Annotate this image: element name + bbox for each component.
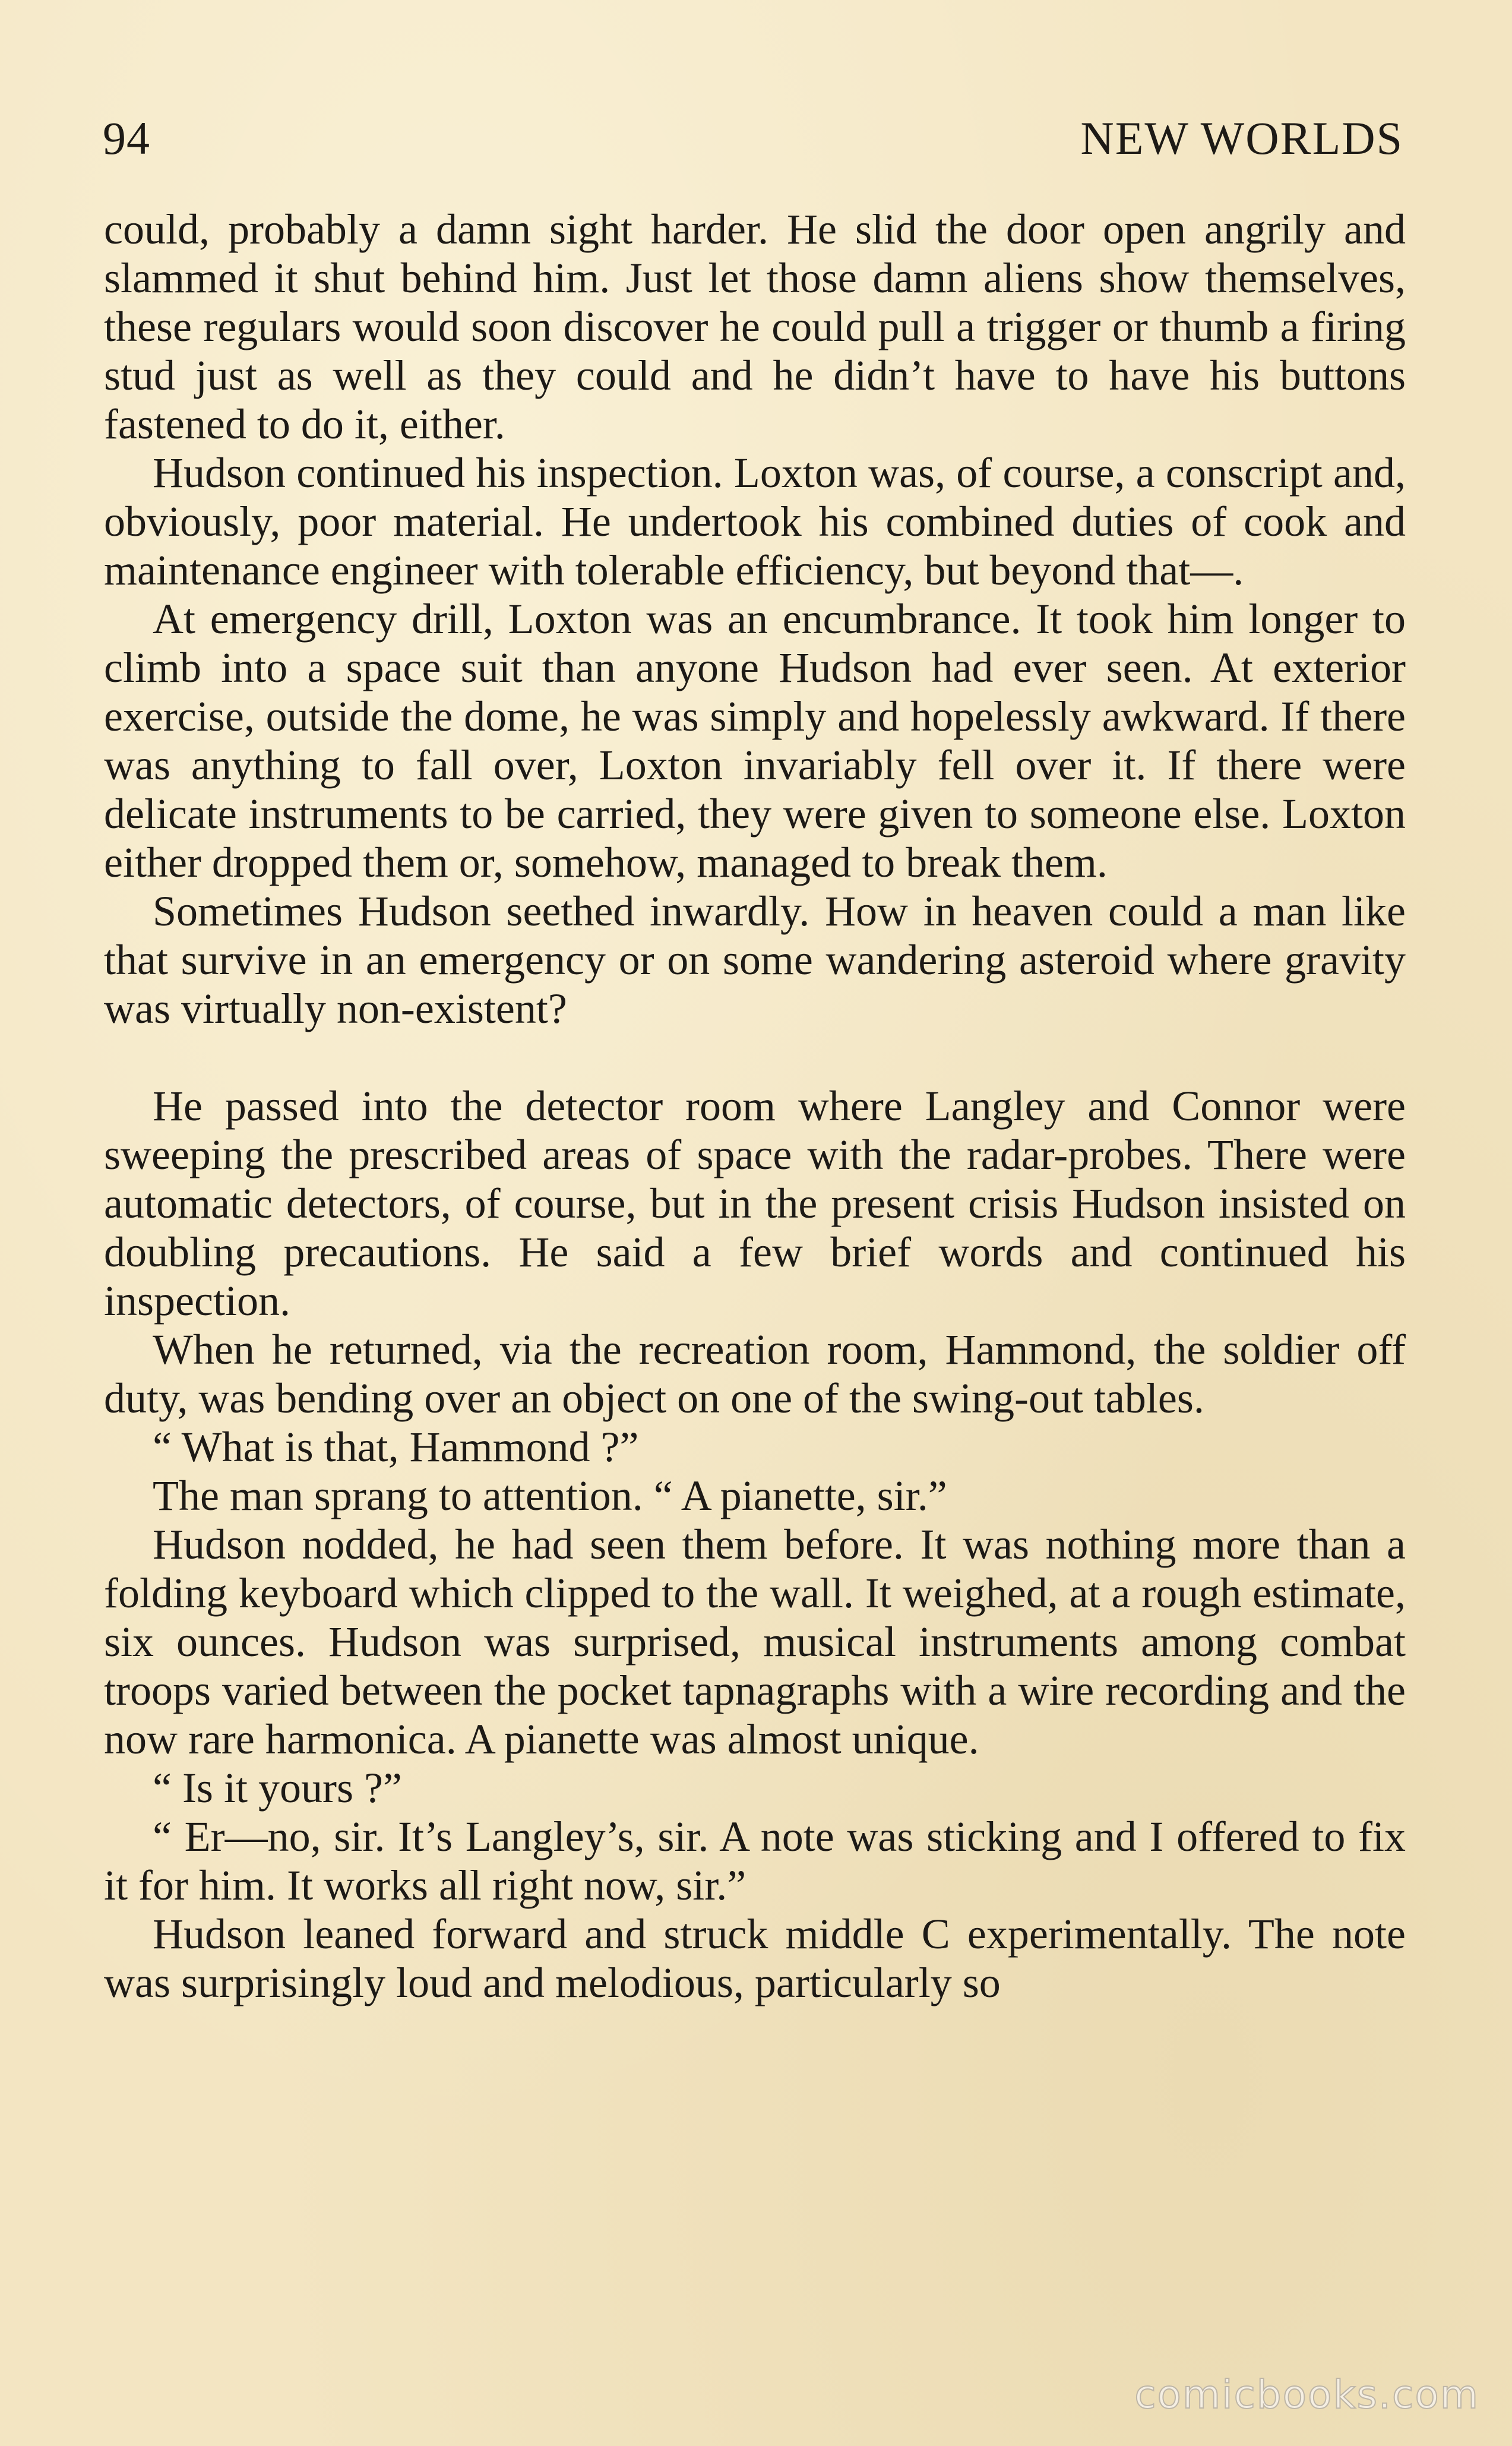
watermark: comicbooks.com bbox=[1134, 2372, 1479, 2417]
paragraph: Hudson continued his inspection. Loxton was, of course, a conscript and, obviously, poor material. He undertook his combined duties of cook and maintenance engineer with tolerable efficiency, but beyond that—. bbox=[104, 449, 1406, 594]
paragraph: Hudson nodded, he had seen them before. It was nothing more than a folding keyboard which clipped to the wall. It weighed, at a rough estimate, six ounces. Hudson was surprised, musical instruments among combat troops varied between the pocket tapnagraphs with a wire recording and the now rare harmonica. A pianette was almost unique. bbox=[104, 1521, 1406, 1763]
dialogue-line: “ What is that, Hammond ?” bbox=[153, 1423, 639, 1471]
paragraph: The man sprang to attention. “ A pianette, sir.” bbox=[153, 1472, 947, 1519]
page-number: 94 bbox=[103, 112, 150, 164]
paragraph: When he returned, via the recreation room, Hammond, the soldier off duty, was bending over an object on one of the swing-out tables. bbox=[104, 1326, 1406, 1422]
paragraph: Sometimes Hudson seethed inwardly. How in heaven could a man like that survive in an emergency or on some wandering asteroid where gravity was virtually non-existent? bbox=[104, 887, 1406, 1032]
page-header bbox=[103, 101, 1403, 166]
running-head: NEW WORLDS bbox=[1080, 112, 1403, 164]
paragraph: could, probably a damn sight harder. He slid the door open angrily and slammed it shut behind him. Just let those damn aliens show themselves, these regulars would soon discover he could pull a trigger or thumb a firing stud just as well as they could and he didn’t have to have his buttons fastened to do it, either. bbox=[104, 206, 1406, 448]
paragraph: Hudson leaned forward and struck middle C experimentally. The note was surprisingly loud and melodious, particularly so bbox=[104, 1910, 1406, 2006]
dialogue-line: “ Is it yours ?” bbox=[153, 1764, 402, 1812]
paragraph: At emergency drill, Loxton was an encumbrance. It took him longer to climb into a space suit than anyone Hudson had ever seen. At exterior exercise, outside the dome, he was simply and hopelessly awkward. If there was anything to fall over, Loxton invariably fell over it. If there were delicate instruments to be carried, they were given to someone else. Loxton either dropped them or, somehow, managed to break them. bbox=[104, 595, 1406, 886]
body-text bbox=[104, 205, 1406, 2007]
paragraph: He passed into the detector room where Langley and Connor were sweeping the prescribed areas of space with the radar-probes. There were automatic detectors, of course, but in the present crisis Hudson insisted on doubling precautions. He said a few brief words and continued his inspection. bbox=[104, 1082, 1406, 1325]
dialogue-line: “ Er—no, sir. It’s Langley’s, sir. A note was sticking and I offered to fix it for him. It works all right now, sir.” bbox=[104, 1813, 1406, 1909]
